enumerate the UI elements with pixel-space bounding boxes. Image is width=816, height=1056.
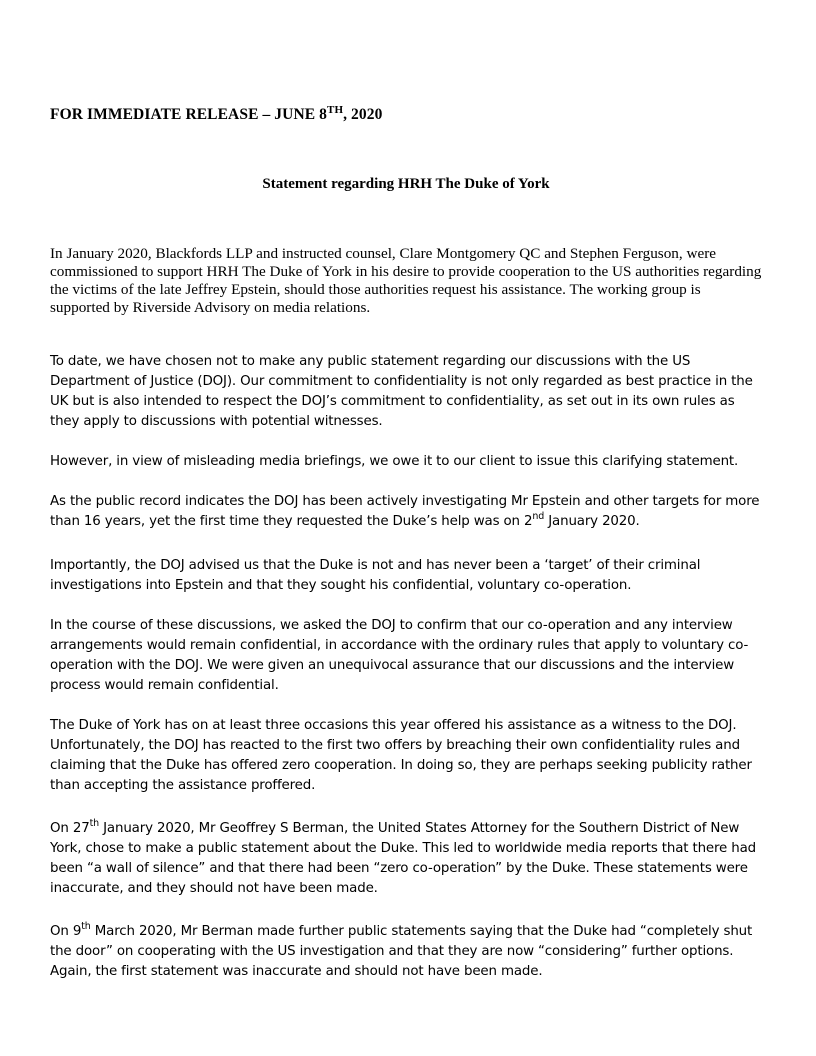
- date-superscript: th: [81, 921, 91, 932]
- headline-suffix: , 2020: [343, 106, 383, 123]
- paragraph-text: On 27: [50, 821, 90, 836]
- paragraph-january-statement: [50, 819, 762, 899]
- paragraph-text: January 2020.: [544, 514, 640, 529]
- paragraph-text: On 9: [50, 924, 82, 939]
- release-headline: [50, 104, 762, 124]
- statement-title: Statement regarding HRH The Duke of York: [262, 176, 550, 192]
- paragraph-not-target: Importantly, the DOJ advised us that the Duke is not and has never been a ‘target’ of their criminal investigations into Epstein and that they sought his confidential, voluntary co-operation.: [50, 558, 701, 593]
- paragraph-clarifying: However, in view of misleading media briefings, we owe it to our client to issue this clarifying statement.: [50, 454, 739, 469]
- paragraph-text: As the public record indicates the DOJ has been actively investigating Mr Epstein and other targets for more than 16 years, yet the first time they requested the Duke’s help was on 2: [50, 494, 760, 529]
- headline-prefix: FOR IMMEDIATE RELEASE – JUNE 8: [50, 106, 328, 123]
- date-superscript: nd: [532, 511, 545, 522]
- paragraph-text: March 2020, Mr Berman made further public statements saying that the Duke had “completely shut the door” on cooperating with the US investigation and that they are now “considering” further options. Again, the first statement was inaccurate and should not have been made.: [50, 924, 753, 979]
- paragraph-public-record: [50, 492, 762, 532]
- paragraph-march-statement: [50, 922, 762, 982]
- paragraph-text: January 2020, Mr Geoffrey S Berman, the United States Attorney for the Southern District of New York, chose to make a public statement about the Duke. This led to worldwide media reports that there had been “a wall of silence” and that there had been “zero co-operation” by the Duke. These statements were inaccurate, and they should not have been made.: [50, 821, 756, 896]
- headline-superscript: TH: [327, 104, 344, 116]
- intro-paragraph: In January 2020, Blackfords LLP and instructed counsel, Clare Montgomery QC and Stephen Ferguson, were commissioned to support HRH The Duke of York in his desire to provide cooperation to the US authorities regarding the victims of the late Jeffrey Epstein, should those authorities request his assistance. The working group is supported by Riverside Advisory on media relations.: [50, 245, 762, 316]
- paragraph-confidentiality: To date, we have chosen not to make any public statement regarding our discussions with the US Department of Justice (DOJ). Our commitment to confidentiality is not only regarded as best practice in the UK but is also intended to respect the DOJ’s commitment to confidentiality, as set out in its own rules as they apply to discussions with potential witnesses.: [50, 354, 753, 429]
- paragraph-three-offers: The Duke of York has on at least three occasions this year offered his assistance as a witness to the DOJ. Unfortunately, the DOJ has reacted to the first two offers by breaching their own confidentiality rules and claiming that the Duke has offered zero cooperation. In doing so, they are perhaps seeking publicity rather than accepting the assistance proffered.: [50, 718, 752, 793]
- paragraph-assurance: In the course of these discussions, we asked the DOJ to confirm that our co-operation and any interview arrangements would remain confidential, in accordance with the ordinary rules that apply to voluntary co-operation with the DOJ. We were given an unequivocal assurance that our discussions and the interview process would remain confidential.: [50, 618, 749, 693]
- date-superscript: th: [89, 818, 100, 829]
